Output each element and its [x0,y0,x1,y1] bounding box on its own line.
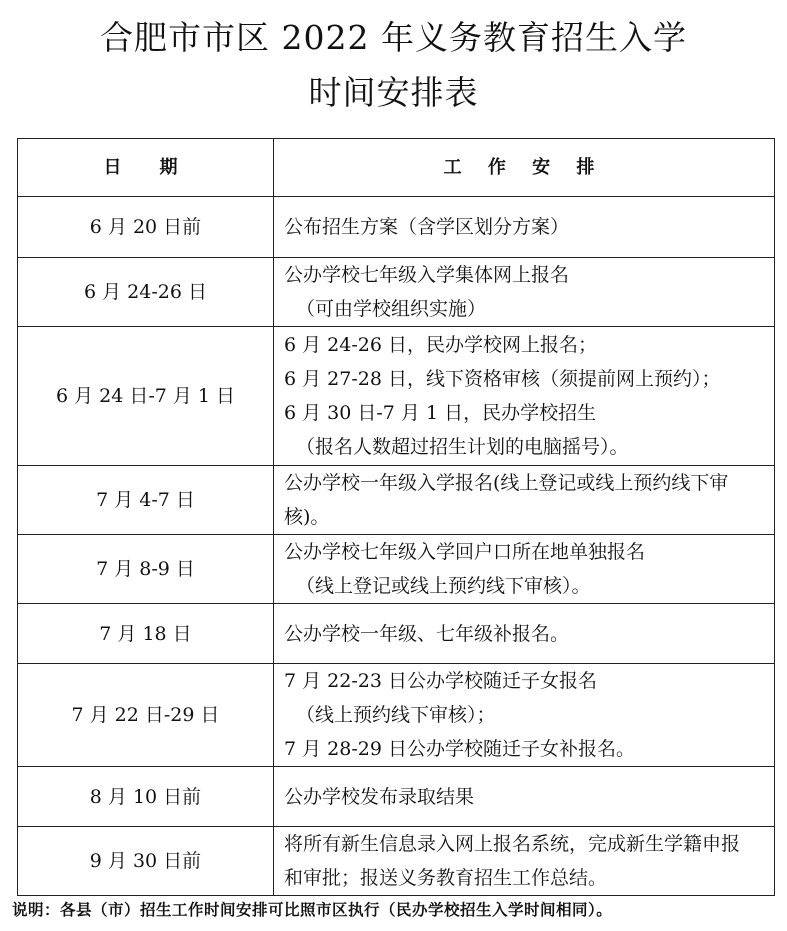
table-row [18,466,775,535]
work-cell [274,827,775,896]
work-cell [274,535,775,604]
schedule-table [17,138,775,896]
work-line: 公办学校七年级入学集体网上报名 [284,264,570,286]
work-line: （报名人数超过招生计划的电脑摇号）。 [296,436,629,458]
table-row [18,827,775,896]
table-row [18,767,775,827]
work-line: 6 月 24-26 日，民办学校网上报名； [284,334,597,356]
header-work: 工 作 安 排 [274,139,775,197]
date-cell: 6 月 20 日前 [18,197,274,258]
work-cell [274,664,775,767]
footnote: 说明：各县（市）招生工作时间安排可比照市区执行（民办学校招生入学时间相同）。 [12,901,613,919]
table-row [18,604,775,664]
work-cell [274,466,775,535]
date-cell: 7 月 8-9 日 [18,535,274,604]
date-cell: 7 月 22 日-29 日 [18,664,274,767]
work-cell [274,197,775,258]
work-cell [274,258,775,327]
date-cell: 8 月 10 日前 [18,767,274,827]
table-row [18,535,775,604]
work-line: 公办学校发布录取结果 [284,785,475,808]
table-row [18,197,775,258]
document-subtitle: 时间安排表 [308,73,479,112]
work-line: 公布招生方案（含学区划分方案） [284,216,570,238]
document-title: 合肥市市区 2022 年义务教育招生入学 [100,18,687,57]
work-line: （线上登记或线上预约线下审核）。 [296,575,591,597]
work-line: 核)。 [284,506,330,528]
date-cell: 9 月 30 日前 [18,827,274,896]
date-cell: 6 月 24 日-7 月 1 日 [18,327,274,466]
work-cell [274,767,775,827]
table-row [18,327,775,466]
work-line: 7 月 22-23 日公办学校随迁子女报名 [284,670,597,692]
work-line: （线上预约线下审核）； [296,704,496,726]
work-line: 6 月 30 日-7 月 1 日，民办学校招生 [284,402,597,424]
header-date: 日 期 [18,139,274,197]
work-cell [274,604,775,664]
work-line: 6 月 27-28 日，线下资格审核（须提前网上预约）； [284,368,721,390]
work-line: 公办学校一年级、七年级补报名。 [284,622,570,645]
work-line: （可由学校组织实施） [296,298,487,320]
table-row [18,258,775,327]
table-header-row [18,139,775,197]
work-line: 公办学校七年级入学回户口所在地单独报名 [284,541,646,563]
date-cell: 7 月 18 日 [18,604,274,664]
date-cell: 7 月 4-7 日 [18,466,274,535]
work-cell [274,327,775,466]
table-row [18,664,775,767]
work-line: 和审批；报送义务教育招生工作总结。 [284,867,608,889]
date-cell: 6 月 24-26 日 [18,258,274,327]
work-line: 公办学校一年级入学报名(线上登记或线上预约线下审 [284,472,729,494]
work-line: 将所有新生信息录入网上报名系统，完成新生学籍申报 [284,833,741,855]
work-line: 7 月 28-29 日公办学校随迁子女补报名。 [284,738,635,760]
